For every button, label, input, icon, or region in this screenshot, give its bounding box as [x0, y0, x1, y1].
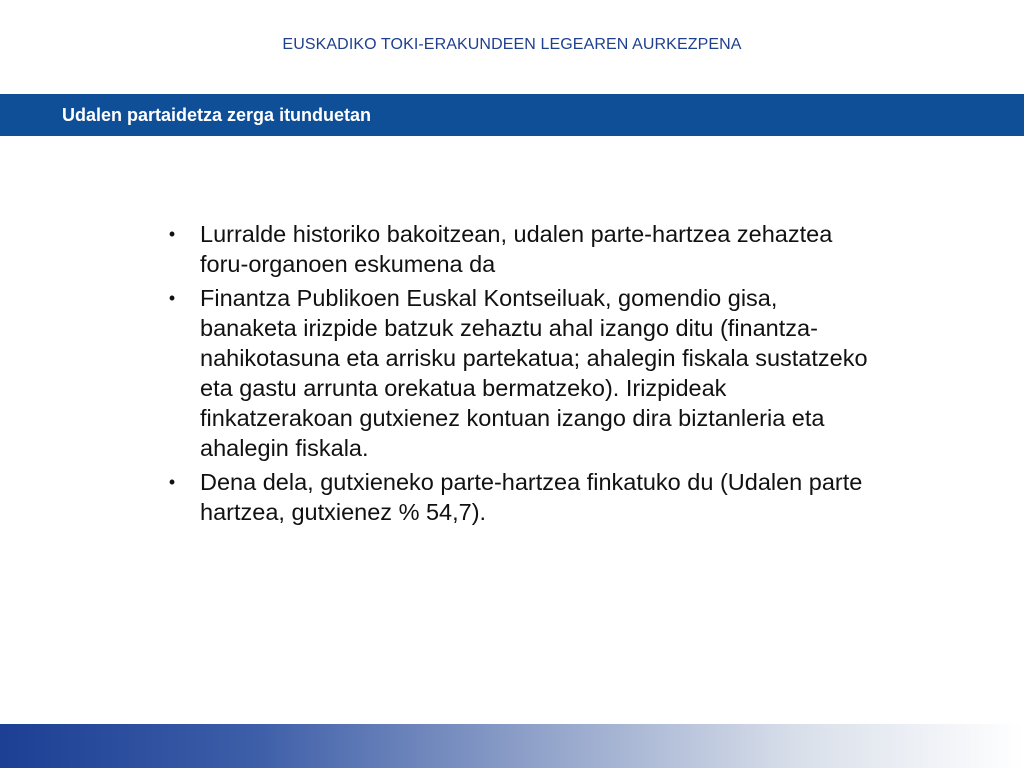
bullet-icon: •: [168, 288, 176, 308]
footer-gradient-band: [0, 724, 1024, 768]
bullet-item-1: [164, 219, 869, 279]
presentation-title: EUSKADIKO TOKI-ERAKUNDEEN LEGEAREN AURKEZPENA: [282, 36, 742, 53]
bullet-item-3: [164, 467, 869, 527]
bullet-icon: •: [168, 472, 176, 492]
bullet-icon: •: [168, 224, 176, 244]
section-header-bar: [0, 94, 1024, 136]
bullet-text-2: Finantza Publikoen Euskal Kontseiluak, gomendio gisa, banaketa irizpide batzuk zehaztu ahal izango ditu (finantza-nahikotasuna eta arrisku partekatua; ahalegin fiskala sustatzeko eta gastu arrunta orekatua bermatzeko). Irizpideak finkatzerakoan gutxienez kontuan izango dira biztanleria eta ahalegin fiskala.: [200, 285, 868, 461]
bullet-text-1: Lurralde historiko bakoitzean, udalen parte-hartzea zehaztea foru-organoen eskumena da: [200, 221, 833, 277]
slide-content: [164, 219, 869, 531]
section-title: Udalen partaidetza zerga itunduetan: [62, 105, 372, 125]
bullet-list: [164, 219, 869, 527]
bullet-item-2: [164, 283, 869, 463]
bullet-text-3: Dena dela, gutxieneko parte-hartzea finkatuko du (Udalen parte hartzea, gutxienez % 54,7).: [200, 469, 863, 525]
